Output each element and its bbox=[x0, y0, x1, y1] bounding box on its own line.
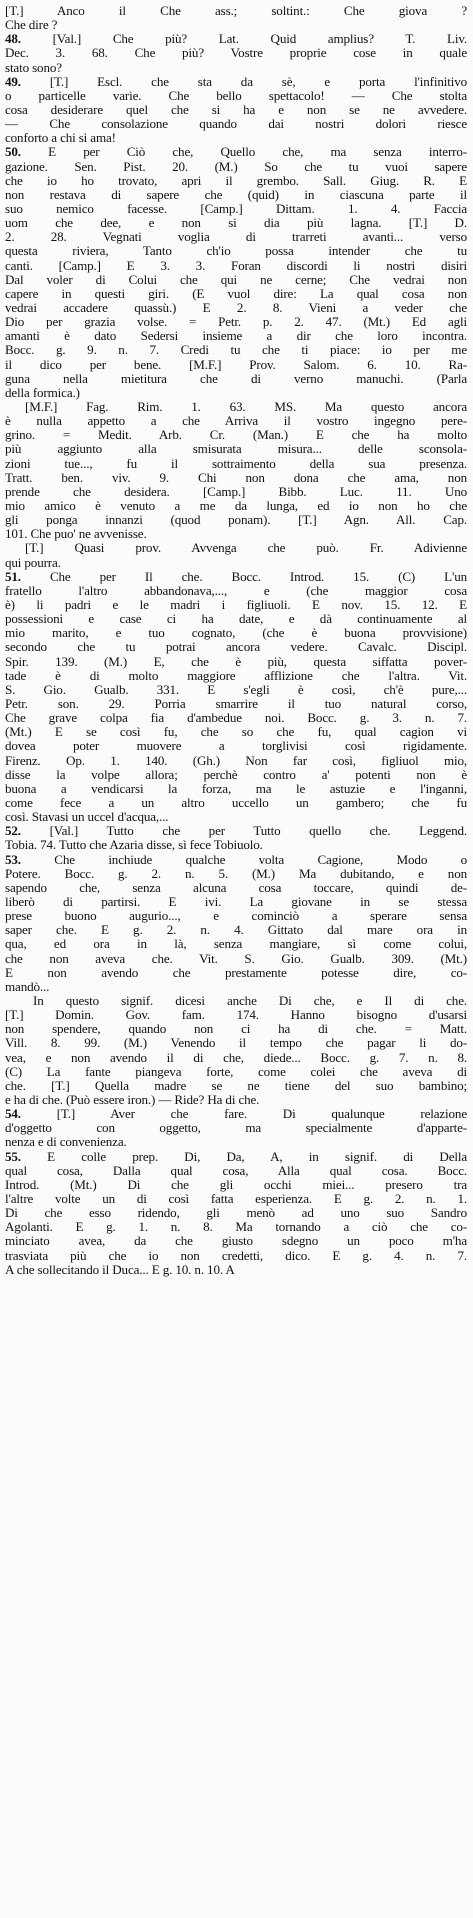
text-line: dovea poter muovere a torglivisi così rigidamente. bbox=[5, 739, 467, 754]
text-line: non spendere, quando non ci ha di che. = Matt. bbox=[5, 1022, 467, 1037]
text-line: liberò di partirsi. E ivi. La giovane in se stessa bbox=[5, 894, 467, 909]
text-line: 48. [Val.] Che più? Lat. Quid amplius? T. Liv. bbox=[5, 32, 467, 47]
entry-number: 49. bbox=[5, 74, 21, 89]
text-line: 51. Che per Il che. Bocc. Introd. 15. (C) L'un bbox=[5, 569, 467, 584]
text-line: minciato avea, da che giusto sdegno un poco m'ha bbox=[5, 1234, 467, 1249]
text-line: trasviata più che io non credetti, dico. E g. 4. n. 7. bbox=[5, 1248, 467, 1263]
text-line: Dio per grazia volse. = Petr. p. 2. 47. (Mt.) Ed agli bbox=[5, 315, 467, 330]
text-line: S. Gio. Gualb. 331. E s'egli è così, ch'è pure,... bbox=[5, 682, 467, 697]
text-line: Potere. Bocc. g. 2. n. 5. (M.) Ma dubitando, e non bbox=[5, 866, 467, 881]
text-line: [T.] Domin. Gov. fam. 174. Hanno bisogno d'usarsi bbox=[5, 1008, 467, 1023]
text-line: 54. [T.] Aver che fare. Di qualunque relazione bbox=[5, 1107, 467, 1122]
text-line: e ha di che. (Può essere iron.) — Ride? Ha di che. bbox=[5, 1092, 260, 1107]
text-line: Spir. 139. (M.) E, che è più, questa siffatta pover- bbox=[5, 654, 467, 669]
text-line: Tratt. ben. viv. 9. Chi non dona che ama, non bbox=[5, 470, 467, 485]
text-line: che non aveva che. Vit. S. Gio. Gualb. 309. (Mt.) bbox=[5, 951, 467, 966]
dictionary-entry bbox=[5, 853, 467, 994]
text-line: che io ho trovato, apri il grembo. Sall. Giug. R. E bbox=[5, 173, 467, 188]
text-line: vea, e non avendo il di che, diede... Bocc. g. 7. n. 8. bbox=[5, 1050, 467, 1065]
text-line: (C) La fante piangeva forte, come colei che aveva di bbox=[5, 1064, 467, 1079]
text-line: mandò... bbox=[5, 979, 50, 994]
text-line: più aggiunto alla smisurata misura... delle sconsola- bbox=[5, 442, 467, 457]
text-line: fratello l'altro abbandonava,..., e (che maggior cosa bbox=[5, 583, 467, 598]
entry-number: 53. bbox=[5, 852, 21, 867]
text-line: suo nemico facesse. [Camp.] Dittam. 1. 4. Faccia bbox=[5, 202, 467, 217]
text-line: zioni tue..., fu il sottraimento della sua presenza. bbox=[5, 456, 467, 471]
text-line: qui pourra. bbox=[5, 555, 61, 570]
text-line: d'oggetto con oggetto, ma specialmente d'apparte- bbox=[5, 1121, 467, 1136]
text-line: A che sollecitando il Duca... E g. 10. n. 10. A bbox=[5, 1262, 235, 1277]
text-line: come fece a un altro uccello un gambero; che fu bbox=[5, 795, 467, 810]
text-line: gazione. Sen. Pist. 20. (M.) So che tu vuoi sapere bbox=[5, 159, 467, 174]
text-line: [T.] Quasi prov. Avvenga che può. Fr. Adivienne bbox=[25, 541, 467, 556]
dictionary-entry bbox=[5, 32, 467, 74]
text-line: gli ponga innanzi (quod ponam). [T.] Agn. All. Cap. bbox=[5, 513, 467, 528]
dictionary-entry bbox=[5, 570, 467, 825]
text-line: Dec. 3. 68. Che più? Vostre proprie cose in quale bbox=[5, 46, 467, 61]
text-line: 55. E colle prep. Di, Da, A, in signif. di Della bbox=[5, 1149, 467, 1164]
text-line: possessioni e case ci ha date, e dà continuamente al bbox=[5, 612, 467, 627]
text-line: stato sono? bbox=[5, 60, 62, 75]
text-line: l'altre volte un di così fatta esperienza. E g. 2. n. 1. bbox=[5, 1191, 467, 1206]
text-line: Vill. 8. 99. (M.) Venendo il tempo che pagar li do- bbox=[5, 1036, 467, 1051]
text-line: capere in questi giri. (E vuol dire: La qual cosa non bbox=[5, 286, 467, 301]
entry-number: 55. bbox=[5, 1149, 21, 1164]
text-line: secondo che tu potrai ancora vedere. Cavalc. Discipl. bbox=[5, 640, 467, 655]
text-line: In questo signif. dicesi anche Di che, e Il di che. bbox=[33, 993, 467, 1008]
text-line: Firenz. Op. 1. 140. (Gh.) Non far così, figliuol mio, bbox=[5, 753, 467, 768]
text-line: nenza e di convenienza. bbox=[5, 1135, 127, 1150]
text-line: uom che dee, e non si dia più lagna. [T.] D. bbox=[5, 216, 467, 231]
text-line: Agolanti. E g. 1. n. 8. Ma tornando a ciò che co- bbox=[5, 1220, 467, 1235]
text-line: canti. [Camp.] E 3. 3. Foran discordi li nostri disiri bbox=[5, 258, 467, 273]
text-line: grino. = Medit. Arb. Cr. (Man.) E che ha molto bbox=[5, 428, 467, 443]
text-line: mio marito, e tuo cognato, (che è buona provvisione) bbox=[5, 626, 467, 641]
text-line: Bocc. g. 9. n. 7. Credi tu che ti piace: io per me bbox=[5, 343, 467, 358]
dictionary-entry bbox=[5, 75, 467, 146]
text-line: questa riviera, Tanto ch'io possa intender che tu bbox=[5, 244, 467, 259]
dictionary-entry bbox=[5, 994, 467, 1107]
text-line: prende che desidera. [Camp.] Bibb. Luc. 11. Uno bbox=[5, 484, 467, 499]
text-line: è nulla appetto a che Arriva il vostro ingegno pere- bbox=[5, 414, 467, 429]
text-line: — Che consolazione quando dai nostri dolori riesce bbox=[5, 117, 467, 132]
text-line: tade è di molto maggiore afflizione che l'altra. Vit. bbox=[5, 668, 467, 683]
text-line: 50. E per Ciò che, Quello che, ma senza interro- bbox=[5, 145, 467, 160]
entry-number: 54. bbox=[5, 1107, 21, 1122]
dictionary-entry bbox=[5, 400, 467, 541]
dictionary-entry bbox=[5, 4, 467, 32]
dictionary-entry bbox=[5, 824, 467, 852]
text-line: o particelle varie. Che bello spettacolo! — Che stolta bbox=[5, 88, 467, 103]
text-line: è) li padri e le madri i figliuoli. E nov. 15. 12. E bbox=[5, 598, 467, 612]
text-line: saper che. E g. 2. n. 4. Gittato dal mare ora in bbox=[5, 923, 467, 938]
text-line: che. [T.] Quella madre se ne tiene del suo bambino; bbox=[5, 1078, 467, 1093]
text-line: 52. [Val.] Tutto che per Tutto quello che. Leggend. bbox=[5, 824, 467, 839]
text-line: cosa desiderare quel che si ha e non se ne avvedere. bbox=[5, 103, 467, 118]
dictionary-entry bbox=[5, 541, 467, 569]
text-line: qual cosa, Dalla qual cosa, Alla qual cosa. Bocc. bbox=[5, 1163, 467, 1178]
dictionary-entry bbox=[5, 1150, 467, 1277]
dictionary-entry bbox=[5, 145, 467, 400]
dictionary-entry bbox=[5, 1107, 467, 1149]
text-line: conforto a chi si ama! bbox=[5, 131, 116, 146]
text-line: Introd. (Mt.) Di che gli occhi miei... presero tra bbox=[5, 1177, 467, 1192]
entry-number: 50. bbox=[5, 145, 21, 160]
text-line: non restava di sapere che (quid) in ciascuna parte il bbox=[5, 187, 467, 202]
text-line: 101. Che puo' ne avvenisse. bbox=[5, 527, 147, 542]
text-line: 49. [T.] Escl. che sta da sè, e porta l'infinitivo bbox=[5, 74, 467, 89]
text-line: sapendo che, senza alcuna cosa toccare, quindi de- bbox=[5, 880, 467, 895]
entry-number: 48. bbox=[5, 32, 21, 47]
entry-number: 52. bbox=[5, 824, 21, 839]
text-line: 2. 28. Vegnati voglia di trarreti avanti... verso bbox=[5, 230, 467, 245]
text-line: buona a vendicarsi la forza, ma le astuzie e l'inganni, bbox=[5, 781, 467, 796]
text-line: Che dire ? bbox=[5, 18, 58, 33]
text-line: amanti è dato Sedersi insieme a dir che loro incontra. bbox=[5, 329, 467, 344]
text-line: E non avendo che prestamente potesse dire, co- bbox=[5, 965, 467, 980]
text-line: Che grave colpa fia d'ambedue noi. Bocc. g. 3. n. 7. bbox=[5, 711, 467, 726]
text-line: Dal voler di Colui che qui ne cerne; Che vedrai non bbox=[5, 272, 467, 287]
text-line: mio amico è venuto a me da lunga, ed io non ho che bbox=[5, 498, 467, 513]
text-line: prese buono augurio..., e cominciò a sperare sensa bbox=[5, 909, 467, 924]
text-line: il dico per bene. [M.F.] Prov. Salom. 6. 10. Ra- bbox=[5, 357, 467, 372]
text-line: Tobia. 74. Tutto che Azaria disse, sì fece Tobiuolo. bbox=[5, 838, 263, 853]
text-line: della formica.) bbox=[5, 385, 80, 400]
text-line: 53. Che inchiude qualche volta Cagione, Modo o bbox=[5, 852, 467, 867]
text-line: [M.F.] Fag. Rim. 1. 63. MS. Ma questo ancora bbox=[25, 400, 467, 414]
text-line: qua, ed ora in là, senza mangiare, sì come colui, bbox=[5, 937, 467, 952]
text-line: Di che esso ridendo, gli menò ad uno suo Sandro bbox=[5, 1206, 467, 1221]
text-line: così. Stavasi un uccel d'acqua,... bbox=[5, 810, 169, 825]
text-line: [T.] Anco il Che ass.; soltint.: Che giova ? bbox=[5, 4, 467, 18]
text-line: (Mt.) E se così fu, che so che fu, qual cagion vi bbox=[5, 725, 467, 740]
text-line: Petr. son. 29. Porria smarrire il tuo natural corso, bbox=[5, 696, 467, 711]
text-line: disse la volpe allora; perchè contro a' potenti non è bbox=[5, 767, 467, 782]
text-line: vedrai accadere quassù.) E 2. 8. Vieni a veder che bbox=[5, 301, 467, 315]
entry-number: 51. bbox=[5, 569, 21, 584]
text-line: guna nella mietitura che di verno manuchi. (Parla bbox=[5, 371, 467, 386]
